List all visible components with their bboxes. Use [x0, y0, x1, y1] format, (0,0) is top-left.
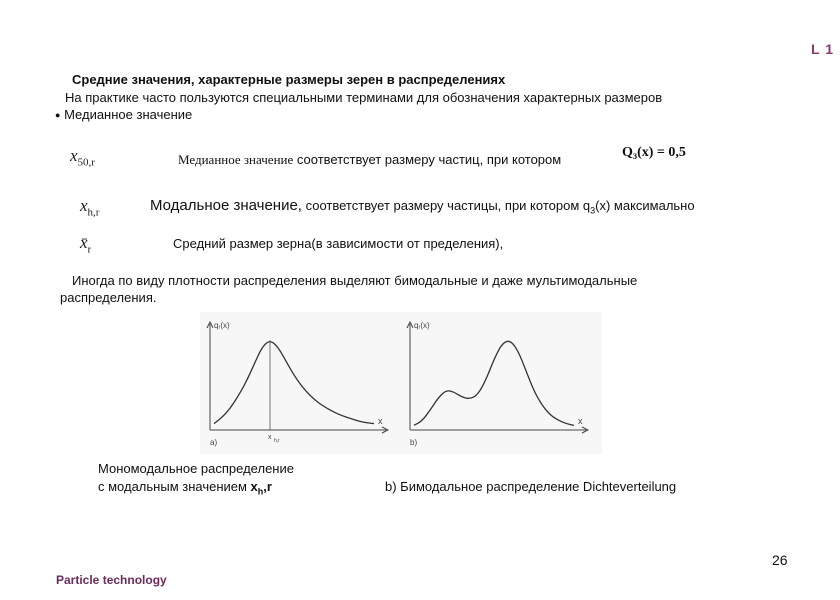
bullet-text: Медианное значение	[64, 107, 193, 122]
caption-a-line-1: Мономодальное распределение	[98, 461, 294, 476]
bullet-marker: ●	[55, 110, 61, 120]
bullet-item	[55, 107, 192, 122]
distribution-curve	[414, 341, 574, 425]
mean-description: Средний размер зерна(в зависимости от пределения),	[173, 236, 504, 251]
page-number: 26	[772, 552, 788, 568]
y-axis-label: qᵣ(x)	[414, 321, 430, 330]
median-formula: Q₃(x) = 0,5	[622, 145, 686, 160]
x-axis-label: x	[378, 416, 383, 426]
modal-description: Модальное значение, соответствует размеру частицы, при котором $q_3(x)$ максимально	[150, 197, 695, 216]
section-heading: Средние значения, характерные размеры зерен в распределениях	[72, 72, 506, 87]
median-symbol: $x_{50,r}$	[70, 146, 95, 169]
mode-marker-subscript: h,r	[274, 438, 280, 444]
panel-label: b)	[410, 438, 418, 447]
footer-label: Particle technology	[56, 573, 167, 587]
paragraph-line-1: Иногда по виду плотности распределения выделяют бимодальные и даже мультимодальные	[72, 273, 638, 288]
caption-a-line-2: с модальным значением $x_h,r$	[98, 479, 272, 497]
slide-tag: L 1	[811, 41, 834, 57]
x-axis-label: x	[578, 416, 583, 426]
y-axis-label: qᵣ(x)	[214, 321, 230, 330]
panel-label: a)	[210, 438, 218, 447]
modal-symbol: $x_{h,r}$	[80, 196, 100, 219]
intro-text: На практике часто пользуются специальными терминами для обозначения характерных размеров	[65, 90, 663, 105]
mode-marker-label: x	[268, 434, 272, 441]
mean-symbol: $x̄_r$	[80, 233, 92, 256]
chart-bimodal	[400, 312, 602, 454]
paragraph-line-2: распределения.	[60, 290, 157, 305]
caption-b: b) Бимодальное распределение Dichteverteilung	[385, 479, 677, 494]
distribution-curve	[214, 342, 374, 424]
chart-unimodal	[200, 312, 400, 454]
median-description: Медианное значение соответствует размеру частиц, при котором	[178, 152, 562, 167]
